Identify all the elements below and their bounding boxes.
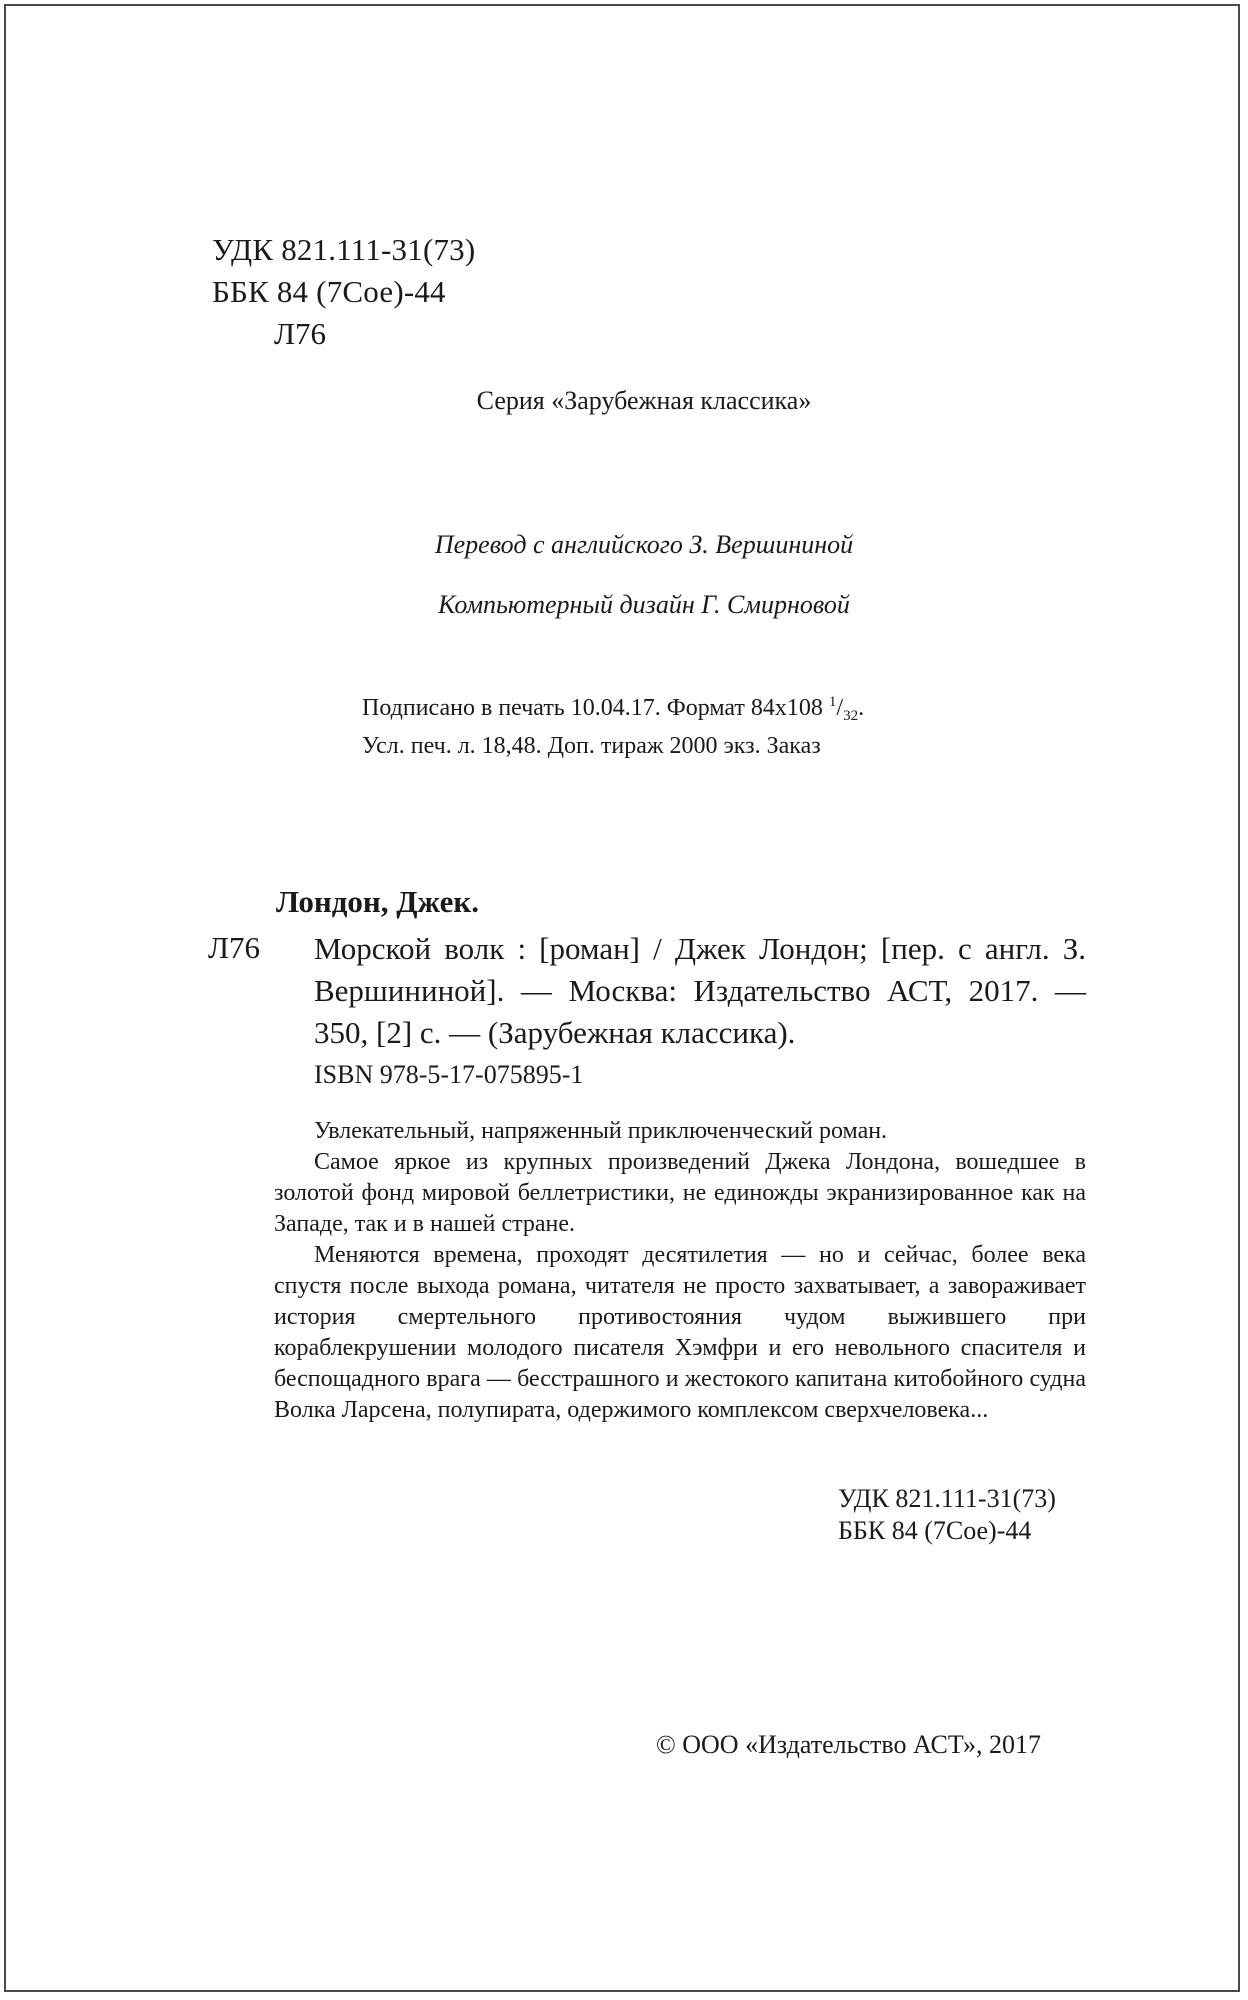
print-info-text: Подписано в печать 10.04.17. Формат 84х108 xyxy=(362,695,823,721)
annotation-paragraph: Меняются времена, проходят десятилетия — но и сейчас, более века спустя после выхода романа, читателя не просто захватывает, а завораживает история смертельного противостояния чудом выжившего при кораблекрушении молодого писателя Хэмфри и его невольного спасителя и беспощадного врага — бесстрашного и жестокого капитана китобойного судна Волка Ларсена, полупирата, одержимого комплексом сверхчеловека... xyxy=(274,1242,1086,1423)
print-info-line-2: Усл. печ. л. 18,48. Доп. тираж 2000 экз. Заказ xyxy=(362,733,821,759)
format-fraction-tail: . xyxy=(858,695,865,721)
format-fraction-numerator: 1 xyxy=(828,694,837,710)
design-credit: Компьютерный дизайн Г. Смирновой xyxy=(438,590,850,619)
format-fraction-denominator: 32 xyxy=(843,708,859,724)
udk-code-bottom: УДК 821.111-31(73) xyxy=(838,1484,1056,1513)
isbn: ISBN 978-5-17-075895-1 xyxy=(314,1060,584,1089)
author-mark-top: Л76 xyxy=(274,316,327,351)
bbk-code-bottom: ББК 84 (7Сое)-44 xyxy=(838,1516,1032,1545)
annotation xyxy=(274,1116,1086,1426)
biblio-description: Морской волк : [роман] / Джек Лондон; [пер. с англ. З. Вершининой]. — Москва: Издательство АСТ, 2017. — 350, [2] с. — (Зарубежная классика). xyxy=(314,931,1086,1050)
translation-credit: Перевод с английского З. Вершининой xyxy=(434,530,854,559)
udk-code-top: УДК 821.111-31(73) xyxy=(212,232,476,267)
annotation-paragraph: Увлекательный, напряженный приключенческий роман. xyxy=(314,1118,888,1144)
copyright-notice: © ООО «Издательство АСТ», 2017 xyxy=(656,1730,1042,1759)
print-info-line-1 xyxy=(362,694,864,725)
bbk-code-top: ББК 84 (7Сое)-44 xyxy=(212,274,446,309)
annotation-paragraph: Самое яркое из крупных произведений Джека Лондона, вошедшее в золотой фонд мировой беллетристики, не единожды экранизированное как на Западе, так и в нашей стране. xyxy=(274,1149,1086,1237)
series-title: Серия «Зарубежная классика» xyxy=(476,386,812,415)
format-fraction: $^1/_{32}$. xyxy=(828,694,865,724)
biblio-author-mark: Л76 xyxy=(208,930,261,965)
biblio-author: Лондон, Джек. xyxy=(276,884,479,919)
